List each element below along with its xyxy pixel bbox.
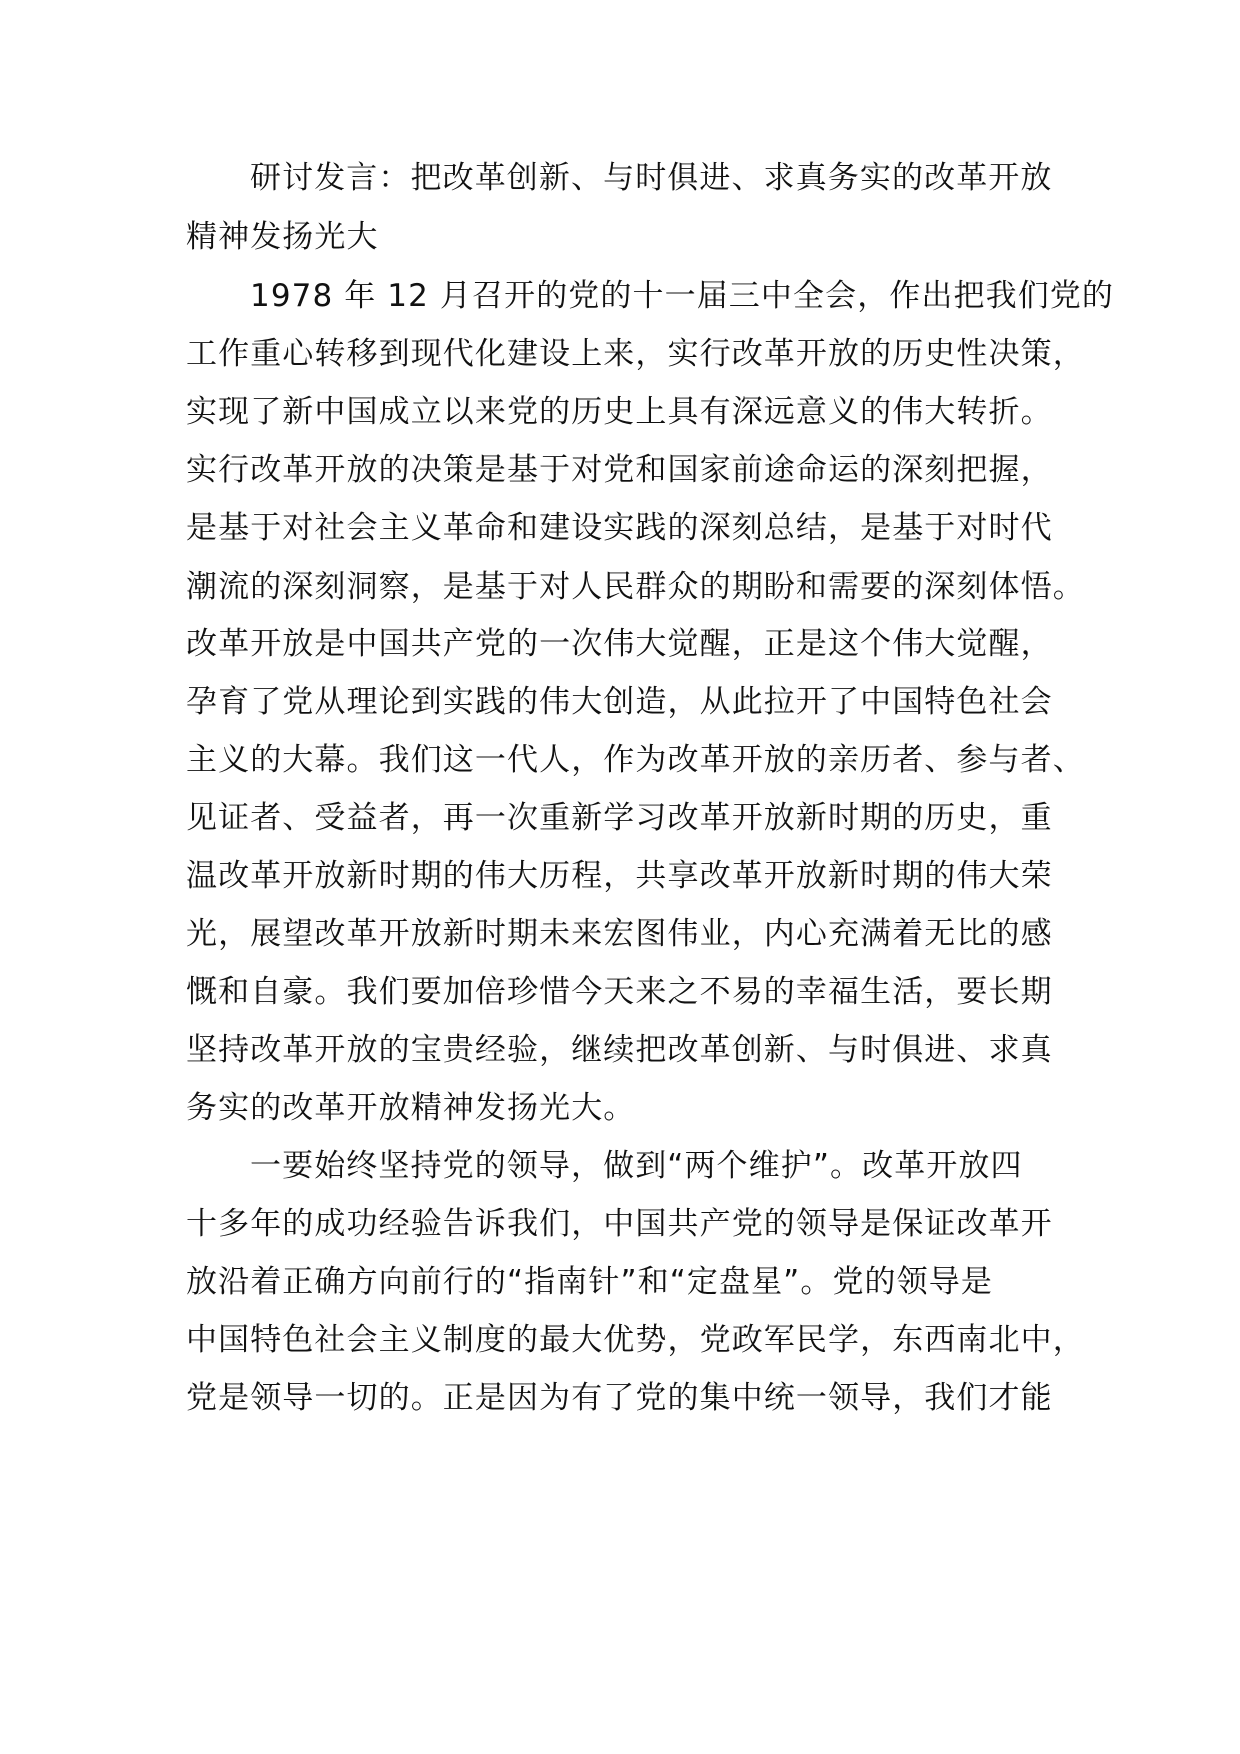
body-line: 光，展望改革开放新时期未来宏图伟业，内心充满着无比的感 [186, 916, 1053, 952]
body-line: 温改革开放新时期的伟大历程，共享改革开放新时期的伟大荣 [186, 858, 1053, 894]
body-line: 中国特色社会主义制度的最大优势，党政军民学，东西南北中， [186, 1322, 1085, 1358]
body-line: 工作重心转移到现代化建设上来，实行改革开放的历史性决策， [186, 336, 1085, 372]
body-line: 实现了新中国成立以来党的历史上具有深远意义的伟大转折。 [186, 394, 1053, 430]
body-line: 见证者、受益者，再一次重新学习改革开放新时期的历史，重 [186, 800, 1053, 836]
body-line: 一要始终坚持党的领导，做到“两个维护”。改革开放四 [250, 1148, 1023, 1184]
title-line-2: 精神发扬光大 [186, 219, 379, 255]
body-line: 1978 年 12 月召开的党的十一届三中全会，作出把我们党的 [250, 278, 1114, 314]
body-line: 改革开放是中国共产党的一次伟大觉醒，正是这个伟大觉醒， [186, 626, 1053, 662]
body-line: 慨和自豪。我们要加倍珍惜今天来之不易的幸福生活，要长期 [186, 974, 1053, 1010]
body-line: 潮流的深刻洞察，是基于对人民群众的期盼和需要的深刻体悟。 [186, 569, 1085, 605]
body-line: 是基于对社会主义革命和建设实践的深刻总结，是基于对时代 [186, 510, 1053, 546]
body-line: 十多年的成功经验告诉我们，中国共产党的领导是保证改革开 [186, 1206, 1053, 1242]
body-line: 放沿着正确方向前行的“指南针”和“定盘星”。党的领导是 [186, 1264, 993, 1300]
body-line: 实行改革开放的决策是基于对党和国家前途命运的深刻把握， [186, 452, 1053, 488]
body-line: 坚持改革开放的宝贵经验，继续把改革创新、与时俱进、求真 [186, 1032, 1053, 1068]
body-line: 主义的大幕。我们这一代人，作为改革开放的亲历者、参与者、 [186, 742, 1085, 778]
body-line: 孕育了党从理论到实践的伟大创造，从此拉开了中国特色社会 [186, 684, 1053, 720]
body-line: 党是领导一切的。正是因为有了党的集中统一领导，我们才能 [186, 1380, 1053, 1416]
title-line-1: 研讨发言：把改革创新、与时俱进、求真务实的改革开放 [250, 160, 1053, 196]
body-line: 务实的改革开放精神发扬光大。 [186, 1090, 636, 1126]
